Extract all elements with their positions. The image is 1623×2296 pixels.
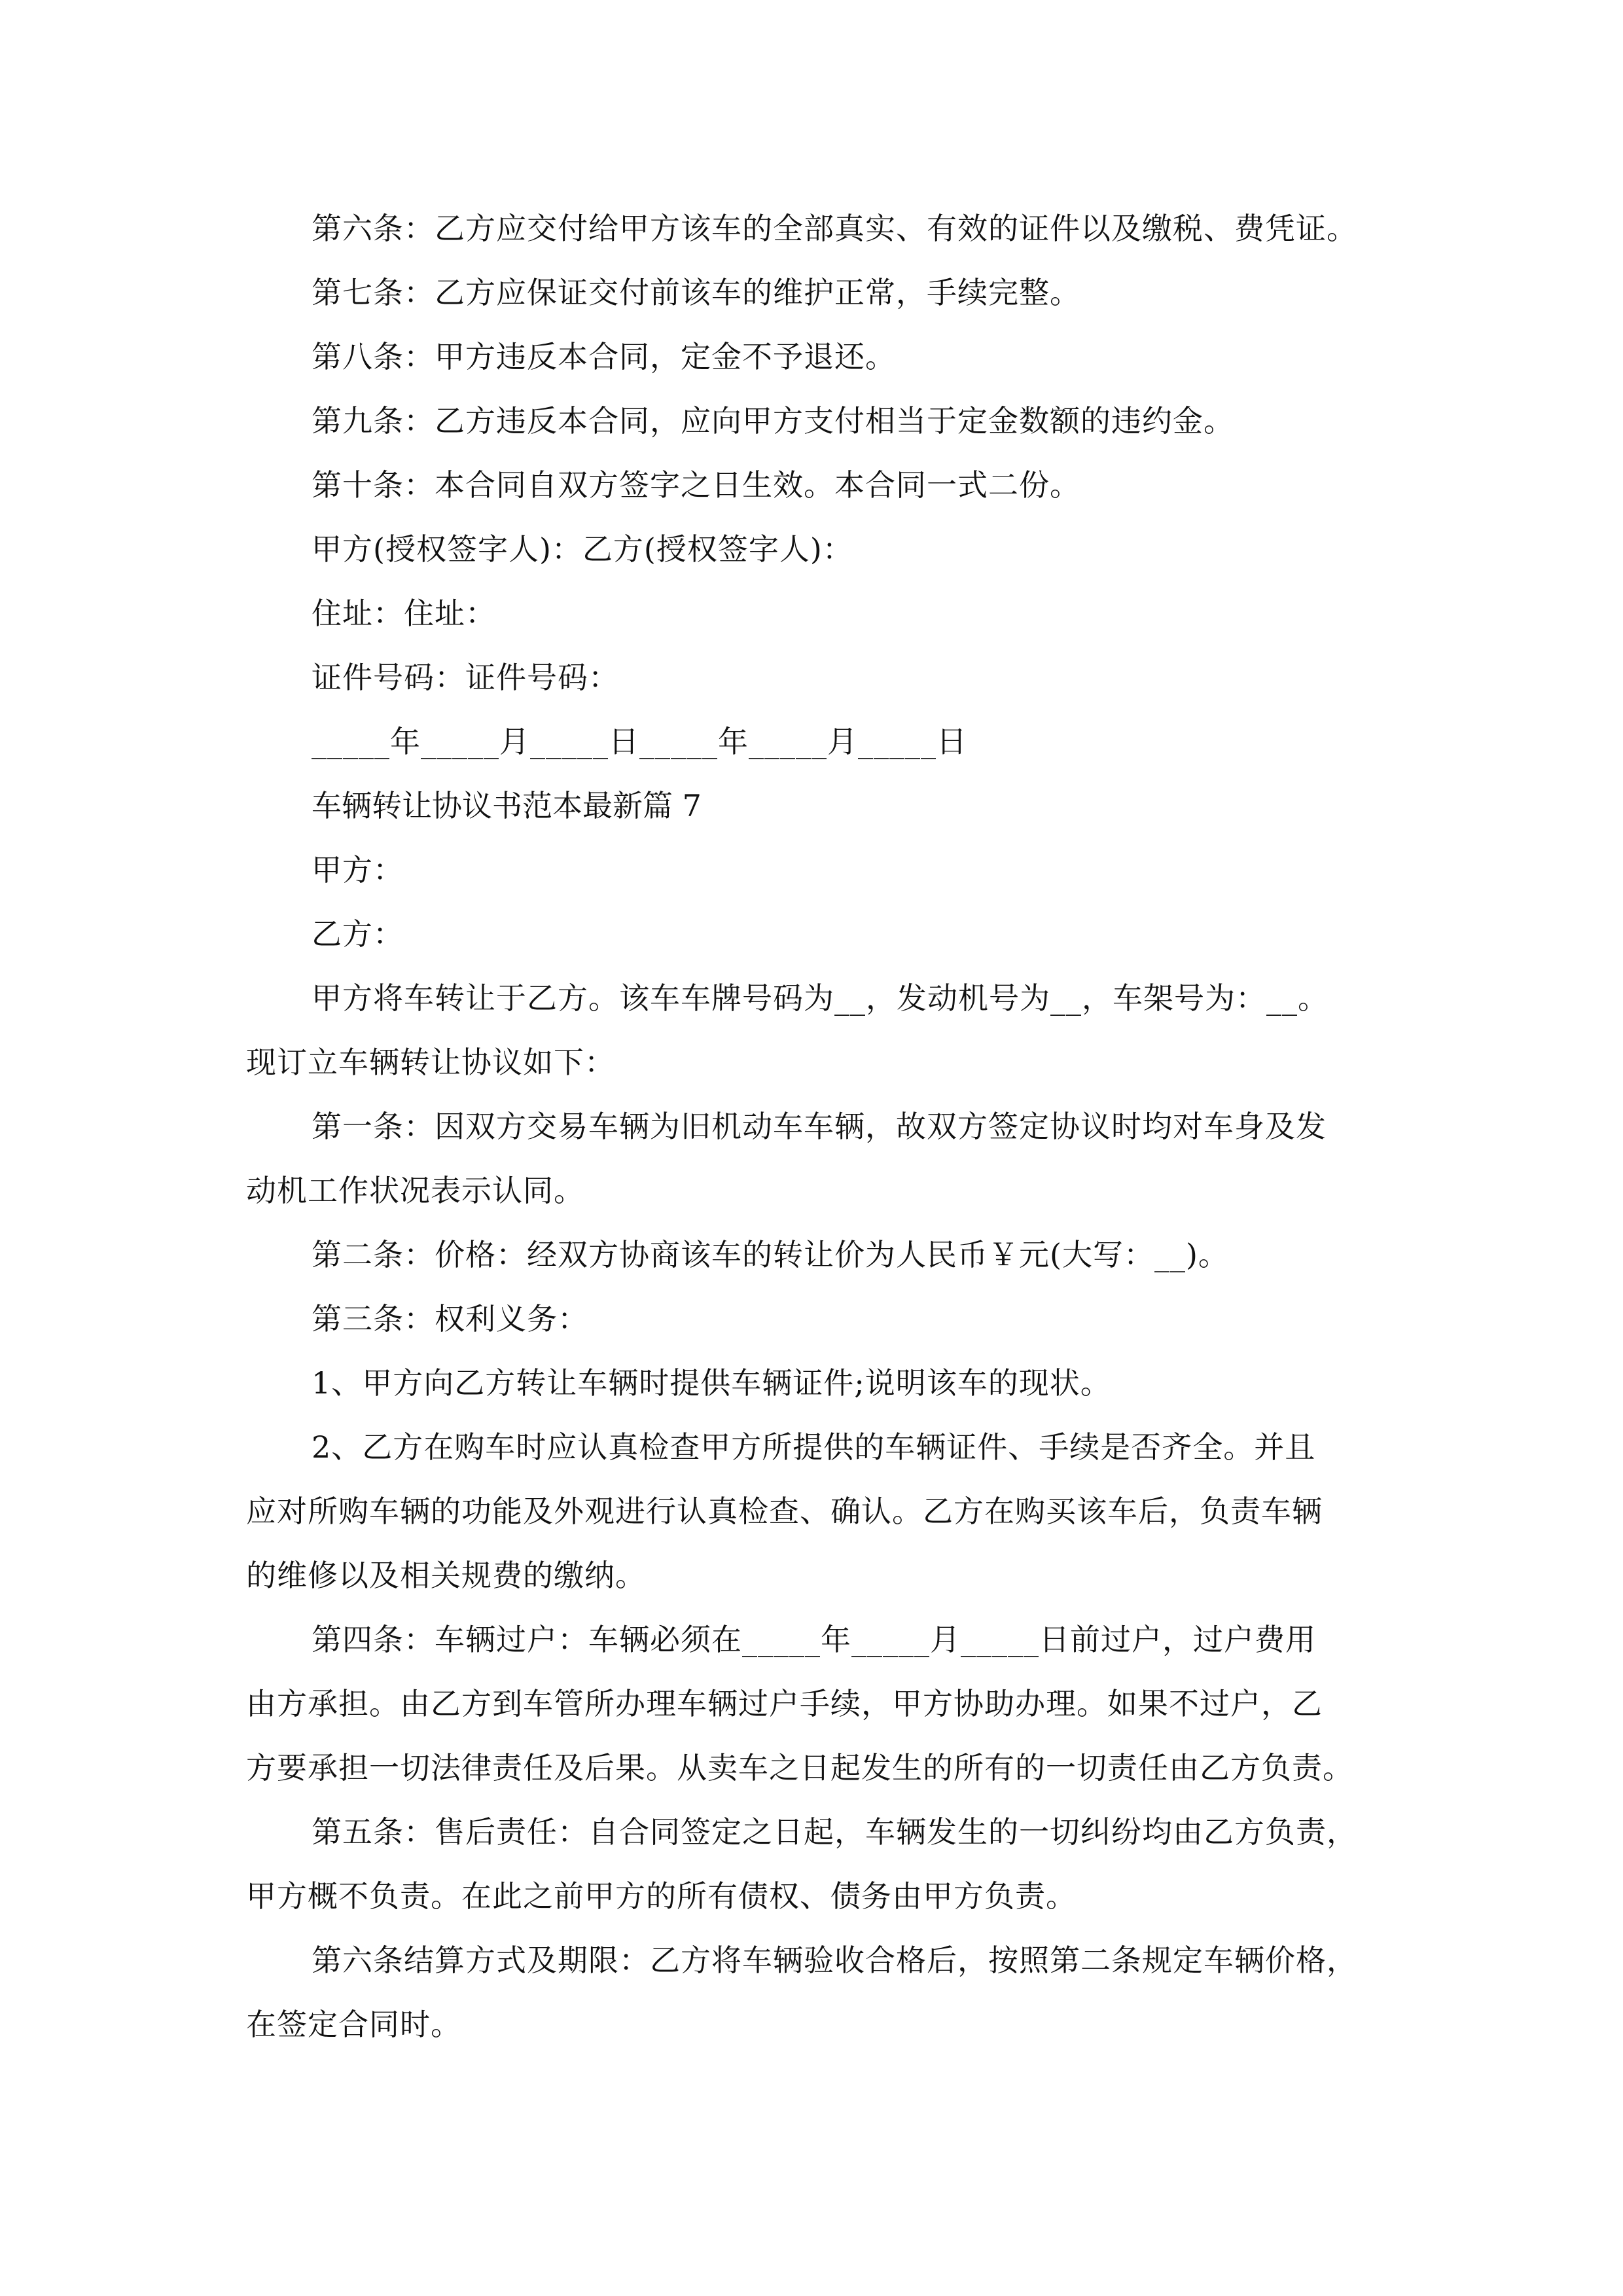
clause-7-line: 第七条：乙方应保证交付前该车的维护正常，手续完整。 xyxy=(312,275,1080,310)
intro-paragraph-line-2: 现订立车辆转让协议如下： xyxy=(246,1045,615,1080)
address-line: 住址：住址： xyxy=(312,596,496,631)
article-3-item-1: 1、甲方向乙方转让车辆时提供车辆证件;说明该车的现状。 xyxy=(312,1365,1111,1401)
article-4-line-2: 由方承担。由乙方到车管所办理车辆过户手续，甲方协助办理。如果不过户，乙 xyxy=(246,1686,1323,1721)
intro-paragraph-line-1: 甲方将车转让于乙方。该车车牌号码为__，发动机号为__，车架号为：__。 xyxy=(312,980,1329,1016)
clause-6-line: 第六条：乙方应交付给甲方该车的全部真实、有效的证件以及缴税、费凭证。 xyxy=(312,211,1357,246)
article-3-line: 第三条：权利义务： xyxy=(312,1301,588,1336)
article-6-line-2: 在签定合同时。 xyxy=(246,2007,461,2042)
article-5-line-1: 第五条：售后责任：自合同签定之日起，车辆发生的一切纠纷均由乙方负责， xyxy=(312,1814,1357,1850)
article-1-line-2: 动机工作状况表示认同。 xyxy=(246,1173,584,1208)
article-1-line-1: 第一条：因双方交易车辆为旧机动车车辆，故双方签定协议时均对车身及发 xyxy=(312,1109,1327,1144)
article-4-line-1: 第四条：车辆过户：车辆必须在_____年_____月_____日前过户，过户费用 xyxy=(312,1622,1316,1657)
article-2-line: 第二条：价格：经双方协商该车的转让价为人民币￥元(大写：__)。 xyxy=(312,1237,1229,1272)
article-6-line-1: 第六条结算方式及期限：乙方将车辆验收合格后，按照第二条规定车辆价格， xyxy=(312,1943,1357,1978)
id-number-line: 证件号码：证件号码： xyxy=(312,660,619,695)
date-line: _____年_____月_____日_____年_____月_____日 xyxy=(312,724,967,759)
clause-10-line: 第十条：本合同自双方签字之日生效。本合同一式二份。 xyxy=(312,467,1080,503)
signatory-line: 甲方(授权签字人)：乙方(授权签字人)： xyxy=(312,531,853,567)
section-title: 车辆转让协议书范本最新篇 7 xyxy=(312,788,702,823)
party-a-line: 甲方： xyxy=(312,852,404,888)
article-5-line-2: 甲方概不负责。在此之前甲方的所有债权、债务由甲方负责。 xyxy=(246,1878,1077,1914)
article-3-item-2-line-3: 的维修以及相关规费的缴纳。 xyxy=(246,1558,646,1593)
article-3-item-2-line-2: 应对所购车辆的功能及外观进行认真检查、确认。乙方在购买该车后，负责车辆 xyxy=(246,1494,1323,1529)
party-b-line: 乙方： xyxy=(312,916,404,952)
article-3-item-2-line-1: 2、乙方在购车时应认真检查甲方所提供的车辆证件、手续是否齐全。并且 xyxy=(312,1429,1316,1465)
clause-9-line: 第九条：乙方违反本合同，应向甲方支付相当于定金数额的违约金。 xyxy=(312,403,1234,439)
clause-8-line: 第八条：甲方违反本合同，定金不予退还。 xyxy=(312,339,896,374)
article-4-line-3: 方要承担一切法律责任及后果。从卖车之日起发生的所有的一切责任由乙方负责。 xyxy=(246,1750,1353,1785)
